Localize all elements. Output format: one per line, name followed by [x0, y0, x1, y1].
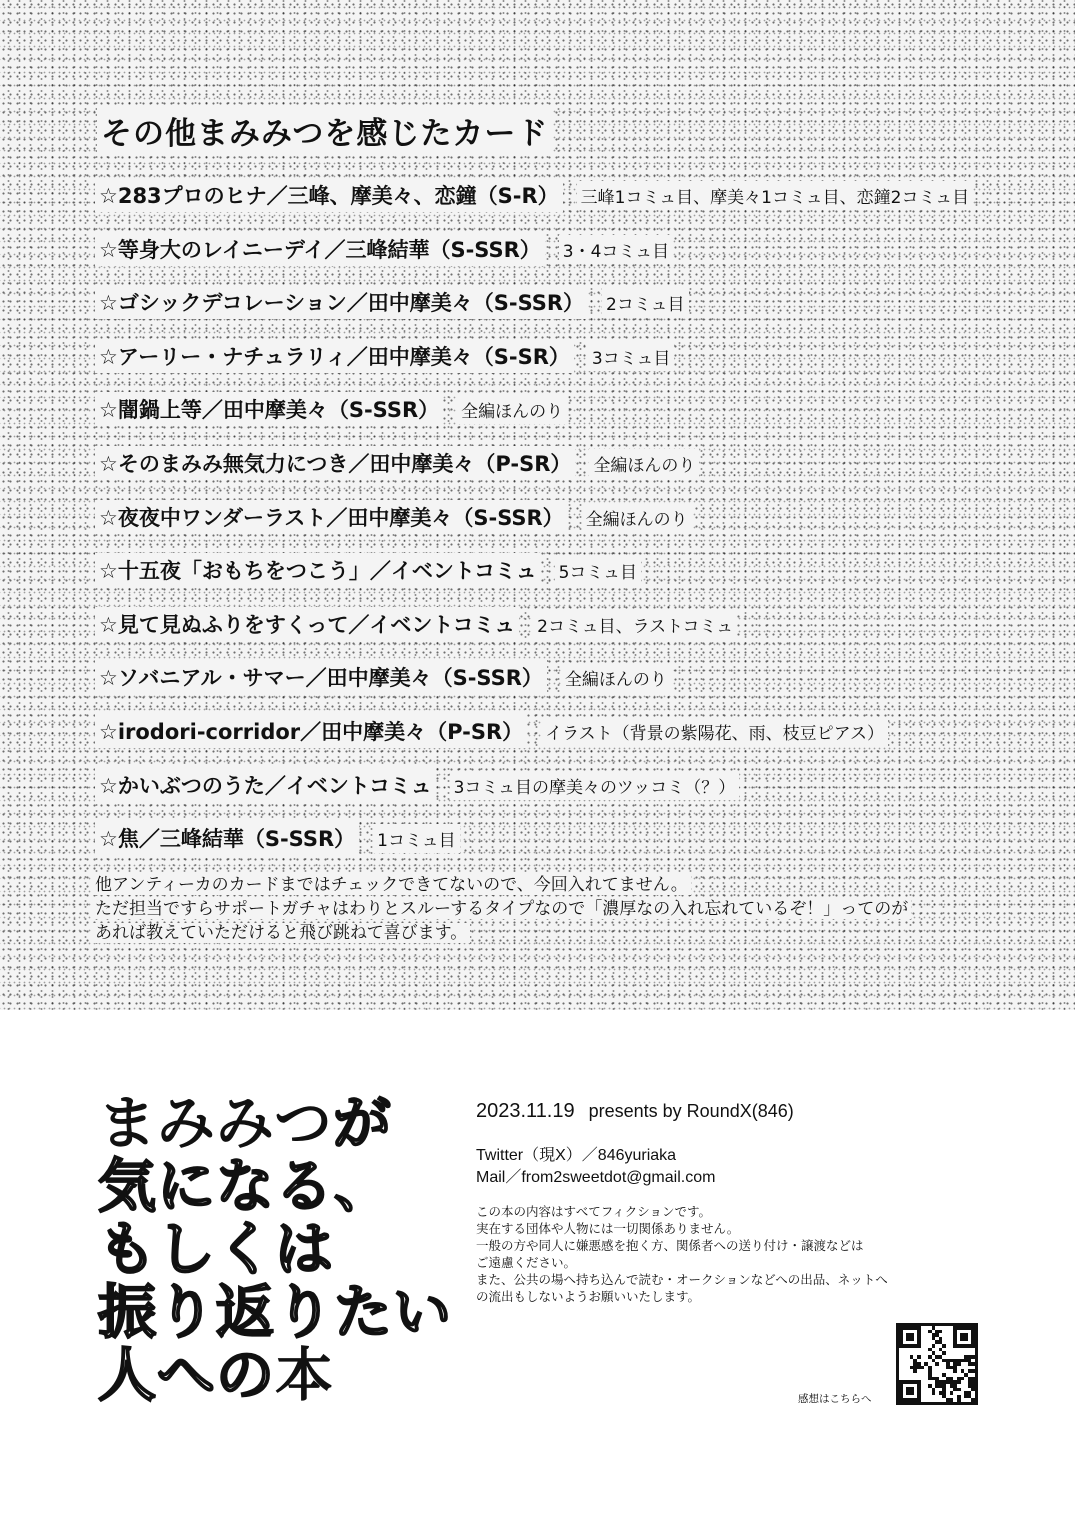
book-title-part: が: [332, 1089, 392, 1157]
list-item: [95, 178, 975, 232]
book-title-part: 気になる、: [98, 1152, 394, 1220]
mail-address: Mail／from2sweetdot@gmail.com: [476, 1169, 716, 1186]
qr-finder-icon: [899, 1326, 921, 1348]
card-title: ☆等身大のレイニーデイ／三峰結華（S-SSR）: [95, 232, 545, 266]
card-title: ☆irodori-corridor／田中摩美々（P-SR）: [95, 714, 527, 748]
card-note: 全編ほんのり: [589, 449, 699, 478]
list-item: [95, 553, 975, 607]
card-title: ☆かいぶつのうた／イベントコミュ: [95, 768, 436, 802]
disclaimer-line: の流出もしないようお願いいたします。: [476, 1289, 701, 1304]
list-item: [95, 232, 975, 286]
list-item: [95, 339, 975, 393]
note-line: 他アンティーカのカードまではチェックできてないので、今回入れてません。: [92, 875, 691, 895]
qr-code-icon[interactable]: [896, 1323, 978, 1405]
disclaimer: [476, 1203, 996, 1305]
presents-credit: presents by RoundX(846): [588, 1101, 794, 1121]
colophon: [476, 1100, 996, 1305]
card-note: 3・4コミュ目: [559, 235, 673, 264]
card-title: ☆ゴシックデコレーション／田中摩美々（S-SSR）: [95, 285, 588, 319]
list-item: [95, 768, 975, 822]
book-title-part: 人への: [98, 1341, 276, 1409]
qr-label: 感想はこちらへ: [798, 1393, 872, 1405]
note-line: あれば教えていただけると飛び跳ねて喜びます。: [92, 923, 470, 943]
publish-date: 2023.11.19: [476, 1100, 575, 1122]
list-item: [95, 607, 975, 661]
disclaimer-line: この本の内容はすべてフィクションです。: [476, 1204, 712, 1219]
card-note: イラスト（背景の紫陽花、雨、枝豆ピアス）: [541, 717, 888, 746]
disclaimer-line: ご遠慮ください。: [476, 1255, 577, 1270]
page-heading: その他まみみつを感じたカード: [97, 108, 552, 153]
card-title: ☆アーリー・ナチュラリィ／田中摩美々（S-SR）: [95, 339, 574, 373]
disclaimer-line: 一般の方や同人に嫌悪感を抱く方、関係者への送り付け・譲渡などは: [476, 1238, 864, 1253]
card-note: 全編ほんのり: [457, 395, 567, 424]
disclaimer-line: 実在する団体や人物には一切関係ありません。: [476, 1221, 740, 1236]
card-title: ☆焦／三峰結華（S-SSR）: [95, 821, 359, 855]
card-list: [95, 178, 975, 875]
list-item: [95, 285, 975, 339]
book-title: [98, 1089, 458, 1409]
card-note: 2コミュ目: [602, 288, 688, 317]
card-title: ☆283プロのヒナ／三峰、摩美々、恋鐘（S-R）: [95, 178, 563, 212]
card-note: 5コミュ目: [555, 556, 641, 585]
card-title: ☆闇鍋上等／田中摩美々（S-SSR）: [95, 392, 443, 426]
list-item: [95, 446, 975, 500]
list-item: [95, 500, 975, 554]
card-title: ☆見て見ぬふりをすくって／イベントコミュ: [95, 607, 519, 641]
book-title-part: もしくは: [98, 1215, 335, 1283]
card-title: ☆そのまみみ無気力につき／田中摩美々（P-SR）: [95, 446, 575, 480]
book-title-part: 本: [275, 1341, 335, 1409]
book-title-part: まみみつ: [98, 1089, 333, 1157]
card-note: 3コミュ目: [588, 342, 674, 371]
qr-finder-icon: [899, 1380, 921, 1402]
card-note: 2コミュ目、ラストコミュ: [533, 610, 737, 639]
card-note: 1コミュ目: [373, 824, 459, 853]
book-title-part: 振り返りたい: [98, 1278, 453, 1346]
card-note: 三峰1コミュ目、摩美々1コミュ目、恋鐘2コミュ目: [577, 181, 973, 210]
card-title: ☆夜夜中ワンダーラスト／田中摩美々（S-SSR）: [95, 500, 568, 534]
list-item: [95, 821, 975, 875]
card-title: ☆ソバニアル・サマー／田中摩美々（S-SSR）: [95, 660, 547, 694]
twitter-handle: Twitter（現X）／846yuriaka: [476, 1147, 677, 1164]
card-note: 全編ほんのり: [582, 503, 692, 532]
note-line: ただ担当ですらサポートガチャはわりとスルーするタイプなので「濃厚なの入れ忘れているぞ！」ってのが: [92, 899, 911, 919]
list-item: [95, 660, 975, 714]
afterword-note: [92, 873, 992, 945]
card-title: ☆十五夜「おもちをつこう」／イベントコミュ: [95, 553, 541, 587]
contact-info: [476, 1145, 996, 1189]
disclaimer-line: また、公共の場へ持ち込んで読む・オークションなどへの出品、ネットへ: [476, 1272, 888, 1287]
card-note: 3コミュ目の摩美々のツッコミ（？）: [450, 771, 740, 800]
card-note: 全編ほんのり: [561, 663, 671, 692]
list-item: [95, 392, 975, 446]
qr-finder-icon: [953, 1326, 975, 1348]
list-item: [95, 714, 975, 768]
